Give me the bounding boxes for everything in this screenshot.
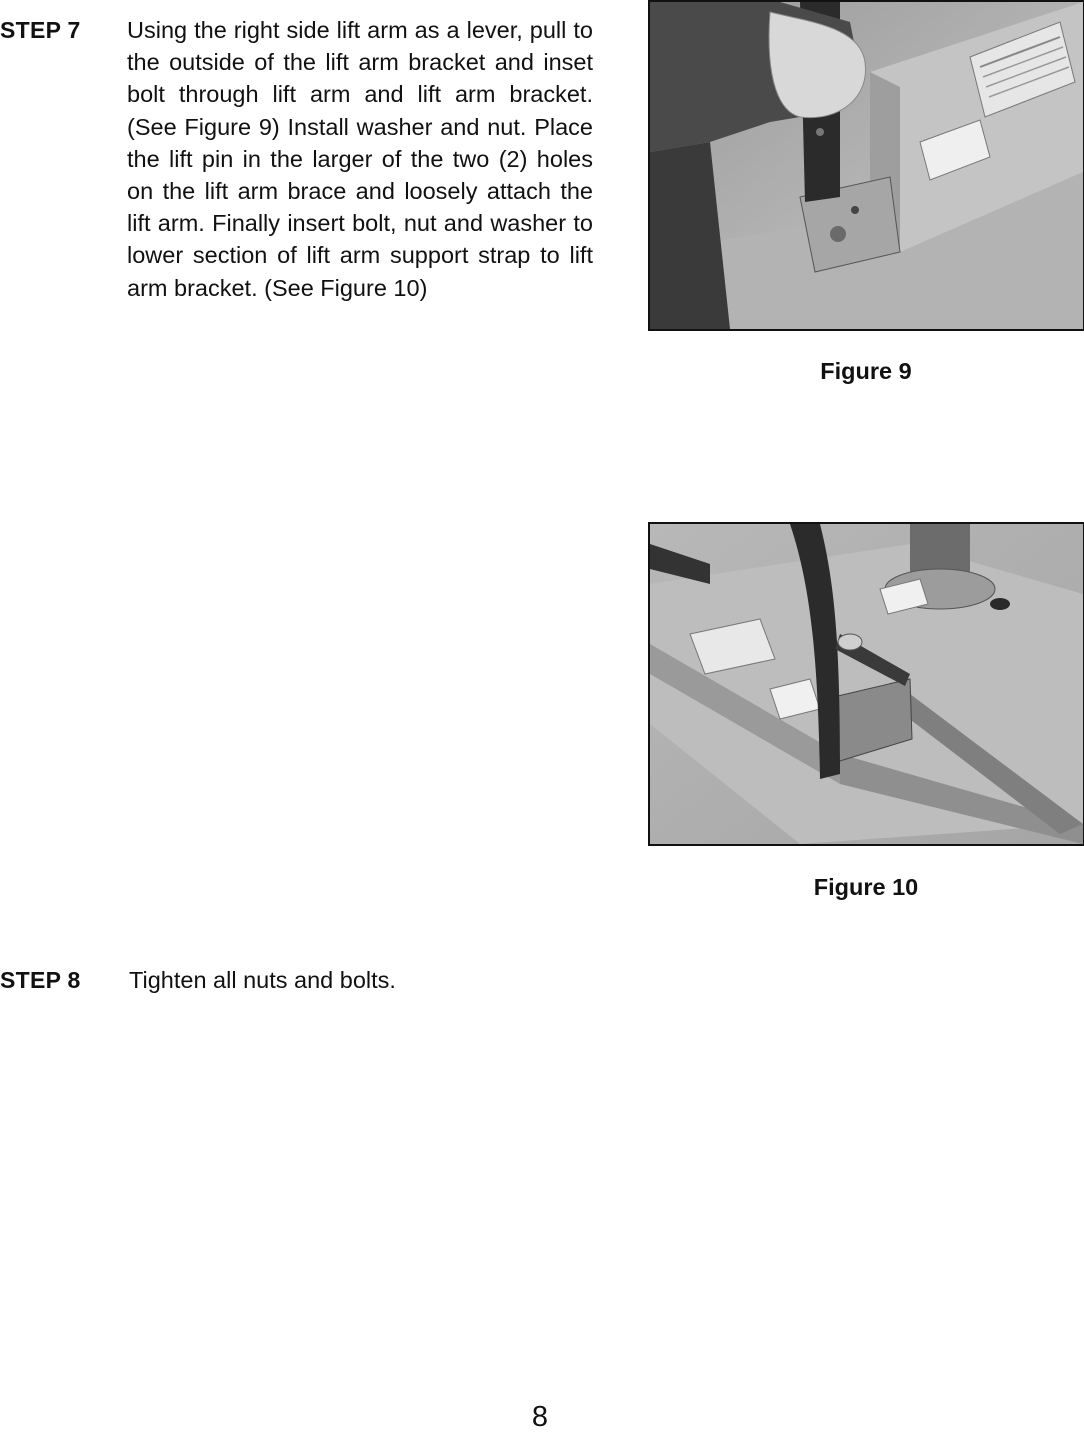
figure-9-photo: [648, 0, 1084, 331]
figure-9-illustration: [650, 2, 1083, 329]
figure-9-caption: Figure 9: [820, 358, 912, 384]
step-8-instructions: Tighten all nuts and bolts.: [129, 967, 396, 993]
step-7-label: STEP 7: [0, 17, 81, 43]
page-number: 8: [531, 1401, 549, 1433]
step-7-instructions: Using the right side lift arm as a lever, pull to the outside of the lift arm bracket and inset bolt through lift arm and lift arm bracket. (See Figure 9) Install washer and nut. Place the lift pin in the larger of the two (2) holes on the lift arm brace and loosely attach the lift arm. Finally insert bolt, nut and washer to lower section of lift arm support strap to lift arm bracket. (See Figure 10): [127, 17, 593, 301]
figure-10-illustration: [650, 524, 1083, 844]
step-8-label: STEP 8: [0, 967, 81, 993]
figure-10-caption: Figure 10: [813, 874, 919, 900]
figure-10-photo: [648, 522, 1084, 846]
